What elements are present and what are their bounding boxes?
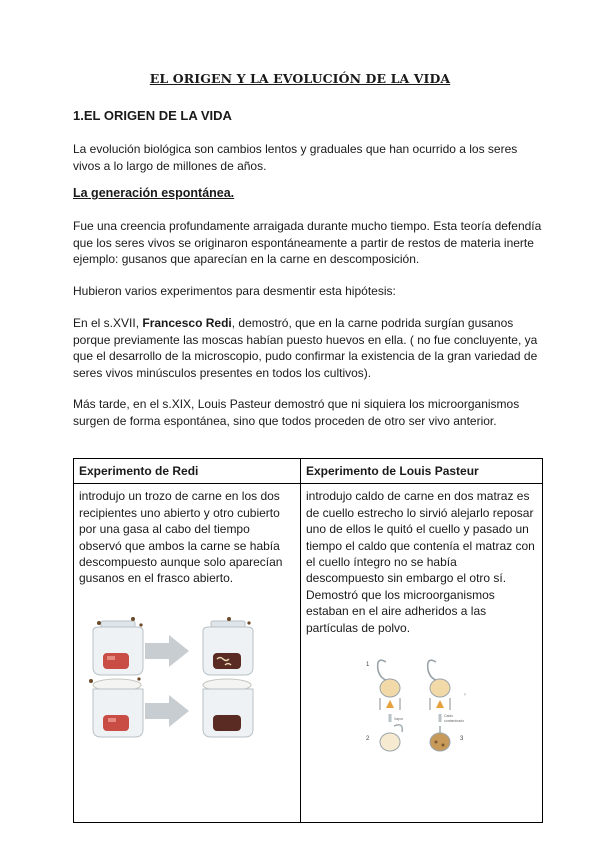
redi-paragraph	[73, 315, 543, 381]
label-step-2: 2	[366, 736, 370, 743]
theory-paragraph: Fue una creencia profundamente arraigada durante mucho tiempo. Esta teoría defendía que los seres vivos se originaron espontáneamente a partir de restos de materia inerte ejemplo: gusanos que aparecían en la carne en descomposición.	[73, 219, 542, 267]
cell-pasteur	[301, 484, 543, 823]
arrow-bottom	[145, 695, 189, 727]
jar-open-rotten	[203, 617, 253, 675]
section-heading-origin: 1.EL ORIGEN DE LA VIDA	[73, 108, 232, 123]
pasteur-flasks-illustration	[364, 656, 474, 756]
flask-broken-contaminated	[430, 726, 450, 751]
tag-vapor: Vapor	[394, 717, 404, 722]
redi-jars-illustration	[79, 615, 289, 743]
redi-before: En el s.XVII,	[73, 316, 143, 330]
intro-paragraph: La evolución biológica son cambios lentos y graduales que han ocurrido a los seres vivos a lo largo de millones de años.	[73, 142, 518, 173]
redi-after: , demostró, que en la carne podrida surgían gusanos porque previamente las moscas habían puesto huevos en ella. ( no fue concluyente, ya que el desarrollo de la microscopio, pudo confirmar la existencia de la gran variedad de seres vivos minúsculos presentes en todos los cultivos).	[73, 316, 538, 380]
document-title: EL ORIGEN Y LA EVOLUCIÓN DE LA VIDA	[149, 71, 451, 86]
redi-experiment-text: introdujo un trozo de carne en los dos recipientes uno abierto y otro cubierto por una gasa al cabo del tiempo observó que ambos la carne se había descompuesto aunque solo aparecían gusanos en el frasco abierto.	[79, 489, 283, 586]
cell-redi	[74, 484, 301, 823]
subheading-spontaneous-generation: La generación espontánea.	[73, 186, 235, 200]
header-redi: Experimento de Redi	[74, 459, 301, 484]
jar-covered-fresh	[89, 677, 143, 737]
flask-sealed-clear	[380, 725, 402, 751]
arrow-top	[145, 635, 189, 667]
flask-heated-right	[428, 660, 450, 710]
redi-name: Francesco Redi	[142, 316, 232, 330]
pasteur-experiment-text: introdujo caldo de carne en dos matraz es de cuello estrecho lo sirvió alejarlo reposar uno de ellos le quitó el cuello y pasado un tiempo el caldo que contenía el matraz con el cuello íntegro no se había descompuesto sin embargo el otro sí. Demostró que los microorganismos estaban en el aire adheridos a las partículas de polvo.	[306, 489, 535, 635]
table-header-row	[74, 459, 543, 484]
pasteur-paragraph: Más tarde, en el s.XIX, Louis Pasteur demostró que ni siquiera los microorganismos surgen de forma espontánea, sino que todos proceden de otro ser vivo anterior.	[73, 397, 520, 428]
header-pasteur: Experimento de Louis Pasteur	[301, 459, 543, 484]
flask-heated-left	[378, 660, 400, 710]
experiments-intro: Hubieron varios experimentos para desmentir esta hipótesis:	[73, 284, 396, 298]
jar-open-fresh	[93, 617, 143, 675]
jar-covered-rotten	[203, 679, 253, 737]
label-step-1: 1	[366, 662, 370, 669]
tag-caldo: Caldo	[444, 714, 454, 719]
tag-contaminado: contaminado	[444, 719, 465, 724]
arrow-glyph: ›	[464, 692, 466, 699]
experiments-table	[73, 458, 543, 823]
label-step-3: 3	[460, 736, 464, 743]
table-row	[74, 484, 543, 823]
